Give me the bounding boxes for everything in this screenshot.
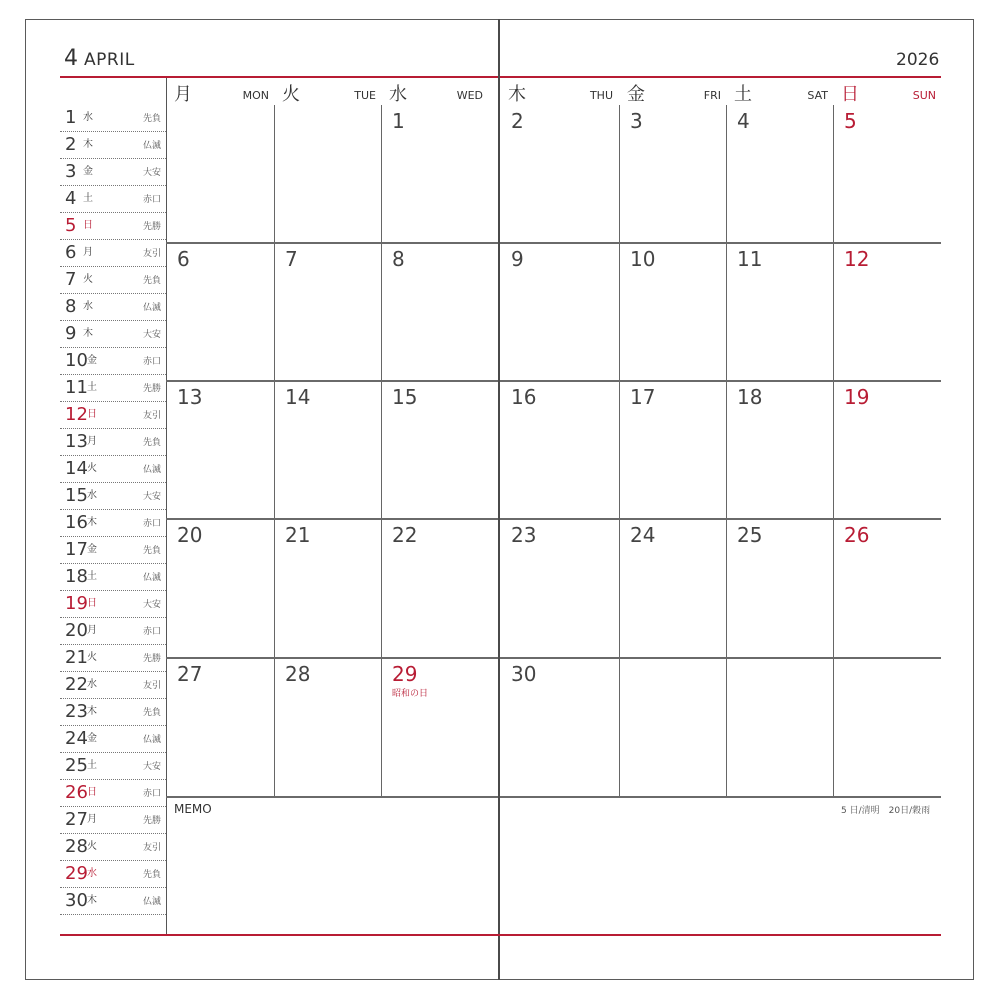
- list-item: [60, 429, 166, 456]
- list-day-number: 29: [65, 863, 88, 884]
- list-day-number: 13: [65, 431, 88, 452]
- list-weekday: 月: [83, 247, 93, 258]
- list-weekday: 水: [87, 868, 97, 879]
- list-weekday: 月: [87, 625, 97, 636]
- list-day-number: 8: [65, 296, 77, 317]
- list-rokuyo: 仏滅: [142, 897, 161, 907]
- list-day-number: 30: [65, 890, 88, 911]
- weekday-header: [166, 79, 274, 105]
- weekday-en: SUN: [912, 89, 936, 102]
- list-item: [60, 105, 166, 132]
- year-label: 2026: [896, 50, 940, 70]
- list-weekday: 火: [87, 841, 97, 852]
- list-day-number: 5: [65, 215, 77, 236]
- list-item: [60, 807, 166, 834]
- list-rokuyo: 仏滅: [142, 465, 161, 475]
- list-weekday: 火: [87, 463, 97, 474]
- calendar-day-number: 10: [630, 247, 656, 271]
- list-item: [60, 375, 166, 402]
- list-weekday: 金: [83, 166, 93, 177]
- weekday-jp: 木: [508, 84, 526, 105]
- list-item: [60, 834, 166, 861]
- calendar-day-number: 8: [392, 247, 405, 271]
- calendar-day-number: 29: [392, 662, 418, 686]
- list-day-number: 25: [65, 755, 88, 776]
- list-rokuyo: 友引: [142, 411, 161, 421]
- weekday-en: TUE: [354, 89, 376, 102]
- list-rokuyo: 仏滅: [142, 573, 161, 583]
- list-weekday: 金: [87, 544, 97, 555]
- weekday-header: [833, 79, 941, 105]
- list-rokuyo: 赤口: [142, 789, 161, 799]
- list-weekday: 水: [87, 490, 97, 501]
- list-rokuyo: 先負: [142, 870, 161, 880]
- list-rokuyo: 友引: [142, 681, 161, 691]
- list-day-number: 3: [65, 161, 77, 182]
- calendar-day-number: 11: [737, 247, 763, 271]
- week-divider: [166, 657, 498, 659]
- calendar-day-number: 13: [177, 385, 203, 409]
- memo-label: MEMO: [174, 802, 212, 816]
- calendar-day-number: 19: [844, 385, 870, 409]
- weekday-jp: 日: [841, 84, 859, 105]
- list-item: [60, 348, 166, 375]
- week-divider: [166, 242, 498, 244]
- list-item: [60, 402, 166, 429]
- list-item: [60, 537, 166, 564]
- list-rokuyo: 大安: [142, 168, 161, 178]
- list-item: [60, 699, 166, 726]
- list-day-number: 21: [65, 647, 88, 668]
- list-rokuyo: 先勝: [142, 816, 161, 826]
- list-item: [60, 294, 166, 321]
- calendar-day-number: 17: [630, 385, 656, 409]
- list-weekday: 日: [83, 220, 93, 231]
- list-day-number: 23: [65, 701, 88, 722]
- list-item: [60, 591, 166, 618]
- list-weekday: 火: [87, 652, 97, 663]
- list-day-number: 16: [65, 512, 88, 533]
- weekday-jp: 金: [627, 84, 645, 105]
- list-day-number: 6: [65, 242, 77, 263]
- weekday-jp: 水: [389, 84, 407, 105]
- calendar-day-number: 16: [511, 385, 537, 409]
- list-item: [60, 186, 166, 213]
- list-day-number: 1: [65, 107, 77, 128]
- list-rokuyo: 先勝: [142, 654, 161, 664]
- holiday-name: 昭和の日: [392, 689, 429, 699]
- page-spine: [498, 19, 500, 980]
- list-day-number: 18: [65, 566, 88, 587]
- list-item: [60, 618, 166, 645]
- weekday-header: [274, 79, 381, 105]
- list-day-number: 28: [65, 836, 88, 857]
- week-divider: [500, 242, 941, 244]
- calendar-day-number: 15: [392, 385, 418, 409]
- list-item: [60, 888, 166, 915]
- list-weekday: 木: [87, 895, 97, 906]
- list-rokuyo: 先負: [142, 546, 161, 556]
- weekday-header: [619, 79, 726, 105]
- calendar-day-number: 26: [844, 523, 870, 547]
- list-rokuyo: 友引: [142, 843, 161, 853]
- calendar-day-number: 20: [177, 523, 203, 547]
- list-item: [60, 213, 166, 240]
- weekday-jp: 月: [174, 84, 192, 105]
- list-item: [60, 726, 166, 753]
- day-list-divider: [166, 78, 167, 936]
- list-weekday: 土: [83, 193, 93, 204]
- calendar-day-number: 1: [392, 109, 405, 133]
- list-rokuyo: 友引: [142, 249, 161, 259]
- list-rokuyo: 赤口: [142, 357, 161, 367]
- calendar-day-number: 30: [511, 662, 537, 686]
- list-rokuyo: 仏滅: [142, 735, 161, 745]
- list-weekday: 月: [87, 436, 97, 447]
- list-item: [60, 240, 166, 267]
- list-rokuyo: 大安: [142, 600, 161, 610]
- calendar-day-number: 2: [511, 109, 524, 133]
- list-weekday: 日: [87, 409, 97, 420]
- calendar-day-number: 24: [630, 523, 656, 547]
- list-rokuyo: 仏滅: [142, 303, 161, 313]
- list-weekday: 火: [83, 274, 93, 285]
- list-rokuyo: 先勝: [142, 384, 161, 394]
- weekday-header: [500, 79, 619, 105]
- list-day-number: 4: [65, 188, 77, 209]
- list-rokuyo: 大安: [142, 762, 161, 772]
- week-divider: [500, 657, 941, 659]
- list-item: [60, 159, 166, 186]
- calendar-day-number: 12: [844, 247, 870, 271]
- list-weekday: 日: [87, 598, 97, 609]
- list-item: [60, 780, 166, 807]
- weekday-en: THU: [589, 89, 613, 102]
- list-day-number: 22: [65, 674, 88, 695]
- calendar-day-number: 28: [285, 662, 311, 686]
- list-day-number: 26: [65, 782, 88, 803]
- list-rokuyo: 先負: [142, 708, 161, 718]
- week-divider: [166, 380, 498, 382]
- list-item: [60, 132, 166, 159]
- list-item: [60, 861, 166, 888]
- list-item: [60, 267, 166, 294]
- week-divider: [500, 380, 941, 382]
- list-rokuyo: 大安: [142, 330, 161, 340]
- column-divider: [274, 105, 275, 797]
- month-title: [64, 46, 135, 71]
- list-rokuyo: 仏滅: [142, 141, 161, 151]
- list-rokuyo: 赤口: [142, 627, 161, 637]
- list-rokuyo: 赤口: [142, 195, 161, 205]
- calendar-day-number: 25: [737, 523, 763, 547]
- column-divider: [833, 105, 834, 797]
- calendar-day-number: 27: [177, 662, 203, 686]
- calendar-day-number: 18: [737, 385, 763, 409]
- list-item: [60, 510, 166, 537]
- calendar-day-number: 14: [285, 385, 311, 409]
- list-weekday: 金: [87, 355, 97, 366]
- week-divider: [500, 796, 941, 798]
- calendar-day-number: 7: [285, 247, 298, 271]
- weekday-en: SAT: [807, 89, 828, 102]
- list-weekday: 木: [83, 139, 93, 150]
- calendar-day-number: 6: [177, 247, 190, 271]
- list-item: [60, 672, 166, 699]
- list-weekday: 木: [83, 328, 93, 339]
- list-weekday: 土: [87, 382, 97, 393]
- week-divider: [166, 518, 498, 520]
- calendar-day-number: 21: [285, 523, 311, 547]
- month-number: 4: [64, 46, 78, 71]
- list-weekday: 日: [87, 787, 97, 798]
- weekday-en: FRI: [703, 89, 721, 102]
- list-weekday: 水: [83, 301, 93, 312]
- list-day-number: 17: [65, 539, 88, 560]
- list-rokuyo: 赤口: [142, 519, 161, 529]
- calendar-day-number: 3: [630, 109, 643, 133]
- calendar-day-number: 22: [392, 523, 418, 547]
- list-item: [60, 753, 166, 780]
- list-rokuyo: 先勝: [142, 222, 161, 232]
- list-rokuyo: 先負: [142, 438, 161, 448]
- list-day-number: 24: [65, 728, 88, 749]
- list-day-number: 27: [65, 809, 88, 830]
- list-weekday: 木: [87, 517, 97, 528]
- list-item: [60, 456, 166, 483]
- calendar-day-number: 5: [844, 109, 857, 133]
- calendar-day-number: 4: [737, 109, 750, 133]
- list-day-number: 15: [65, 485, 88, 506]
- list-item: [60, 564, 166, 591]
- column-divider: [381, 105, 382, 797]
- list-item: [60, 483, 166, 510]
- list-day-number: 7: [65, 269, 77, 290]
- list-day-number: 20: [65, 620, 88, 641]
- header-rule-right: [500, 76, 941, 78]
- list-weekday: 木: [87, 706, 97, 717]
- list-rokuyo: 先負: [142, 276, 161, 286]
- list-day-number: 9: [65, 323, 77, 344]
- weekday-header: [381, 79, 500, 105]
- weekday-header: [726, 79, 833, 105]
- list-item: [60, 645, 166, 672]
- header-rule-left: [60, 76, 498, 78]
- list-weekday: 土: [87, 571, 97, 582]
- bottom-rule: [60, 934, 941, 936]
- list-weekday: 月: [87, 814, 97, 825]
- list-rokuyo: 大安: [142, 492, 161, 502]
- list-weekday: 水: [87, 679, 97, 690]
- list-weekday: 水: [83, 112, 93, 123]
- month-name: APRIL: [84, 50, 135, 70]
- list-item: [60, 321, 166, 348]
- week-divider: [166, 796, 498, 798]
- column-divider: [619, 105, 620, 797]
- list-day-number: 2: [65, 134, 77, 155]
- list-weekday: 金: [87, 733, 97, 744]
- list-day-number: 10: [65, 350, 88, 371]
- solar-terms-note: 5 日/清明 20日/穀雨: [841, 806, 931, 816]
- list-weekday: 土: [87, 760, 97, 771]
- weekday-jp: 土: [734, 84, 752, 105]
- calendar-day-number: 23: [511, 523, 537, 547]
- week-divider: [500, 518, 941, 520]
- list-day-number: 19: [65, 593, 88, 614]
- list-day-number: 14: [65, 458, 88, 479]
- calendar-day-number: 9: [511, 247, 524, 271]
- weekday-en: MON: [242, 89, 269, 102]
- column-divider: [726, 105, 727, 797]
- weekday-jp: 火: [282, 84, 300, 105]
- weekday-en: WED: [456, 89, 483, 102]
- list-day-number: 11: [65, 377, 88, 398]
- list-day-number: 12: [65, 404, 88, 425]
- list-rokuyo: 先負: [142, 114, 161, 124]
